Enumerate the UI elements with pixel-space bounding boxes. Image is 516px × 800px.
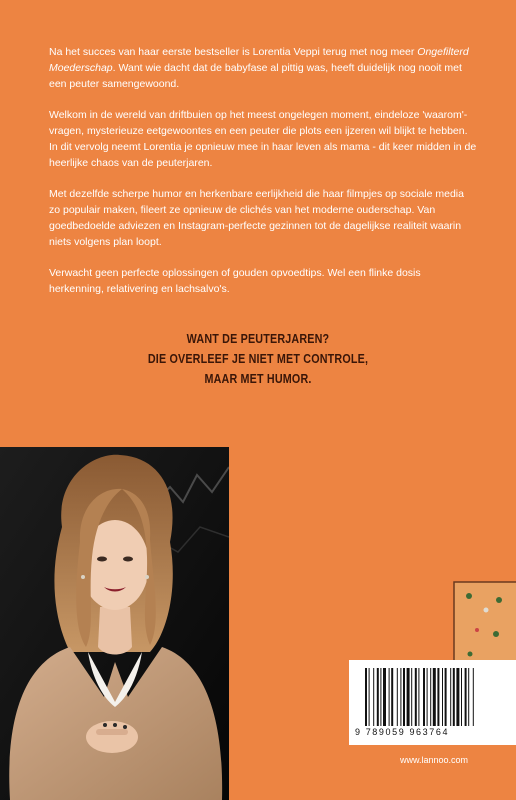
tagline-line-3: MAAR MET HUMOR. (204, 372, 312, 386)
barcode-bar (450, 668, 451, 726)
barcode-bar (365, 668, 367, 726)
barcode-bar (456, 668, 459, 726)
barcode-bar (445, 668, 447, 726)
tagline-line-2: DIE OVERLEEF JE NIET MET CONTROLE, (147, 352, 369, 366)
isbn-number: 9 789059 963764 (355, 727, 450, 737)
barcode-bar (369, 668, 370, 726)
blurb-paragraph-2: Welkom in de wereld van driftbuien op het meest ongelegen moment, eindeloze 'waarom'-vragen, mysterieuze eetgewoontes en een peuter die plots een ijzeren wil blijkt te hebben. In dit vervolg neemt Lorentia je opnieuw mee in haar leven als mama - dit keer midden in de heerlijke chaos van de peuterjaren. (49, 109, 477, 169)
barcode-bar (427, 668, 428, 726)
barcode-bar (400, 668, 401, 726)
barcode-bar (407, 668, 410, 726)
barcode-bar (403, 668, 405, 726)
barcode (349, 660, 516, 745)
barcode-bar (377, 668, 379, 726)
author-photo (0, 447, 229, 800)
author-portrait-illustration (0, 447, 229, 800)
barcode-bar (389, 668, 390, 726)
blurb-paragraph-1 (49, 44, 477, 92)
blurb-p1-rest: . Want wie dacht dat de babyfase al pittig was, heeft duidelijk nog nooit met een peuter samengewoond. (49, 62, 462, 90)
barcode-bar (453, 668, 455, 726)
barcode-bar (437, 668, 439, 726)
barcode-bar (461, 668, 462, 726)
tagline-line-1: WANT DE PEUTERJAREN? (186, 332, 330, 346)
barcode-bar (380, 668, 381, 726)
barcode-bar (423, 668, 425, 726)
barcode-bar (468, 668, 469, 726)
barcode-bar (430, 668, 431, 726)
book-title-reference: Ongefilterd Moederschap (49, 46, 469, 74)
tagline (36, 329, 480, 389)
blurb-paragraph-3: Met dezelfde scherpe humor en herkenbare eerlijkheid die haar filmpjes op sociale media zo populair maken, fileert ze opnieuw de clichés van het moderne ouderschap. Van goedbedoelde adviezen en Instagram-perfecte gezinnen tot de dagelijkse realiteit waarin niets volgens plan loopt. (49, 188, 464, 248)
barcode-bars (365, 668, 501, 726)
blurb-paragraph-4: Verwacht geen perfecte oplossingen of gouden opvoedtips. Wel een flinke dosis herkenning, relativering en lachsalvo's. (49, 267, 421, 295)
barcode-bar (442, 668, 443, 726)
barcode-bar (418, 668, 419, 726)
barcode-bar (397, 668, 398, 726)
barcode-bar (411, 668, 412, 726)
blurb (49, 44, 477, 312)
barcode-bar (473, 668, 474, 726)
barcode-bar (433, 668, 436, 726)
barcode-bar (465, 668, 467, 726)
barcode-bar (391, 668, 393, 726)
blurb-p1-intro: Na het succes van haar eerste bestseller is Lorentia Veppi terug met nog meer (49, 46, 418, 58)
barcode-bar (383, 668, 386, 726)
publisher-url: www.lannoo.com (400, 755, 469, 765)
barcode-bar (415, 668, 417, 726)
barcode-bar (373, 668, 374, 726)
